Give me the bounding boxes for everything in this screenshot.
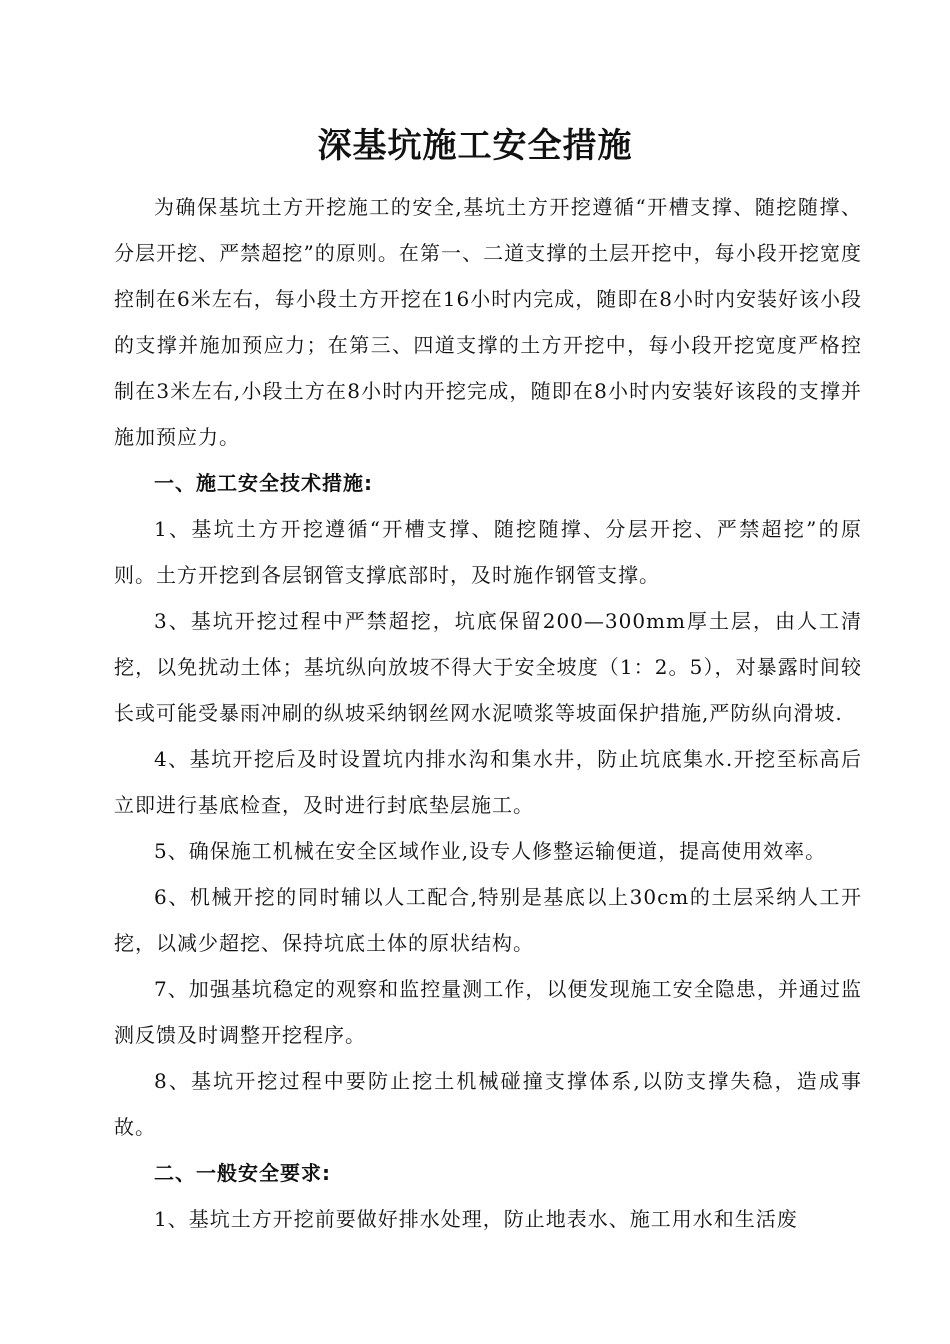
measure-item-8: 8、基坑开挖过程中要防止挖土机械碰撞支撑体系,以防支撑失稳，造成事故。 (114, 1069, 862, 1139)
measure-item-6: 6、机械开挖的同时辅以人工配合,特别是基底以上30cm的土层采纳人工开挖，以减少超挖、保持坑底土体的原状结构。 (114, 885, 862, 955)
measure-item-5: 5、确保施工机械在安全区域作业,设专人修整运输便道，提高使用效率。 (154, 839, 827, 863)
section-heading-general-requirements: 二、一般安全要求: (154, 1161, 331, 1185)
intro-paragraph: 为确保基坑土方开挖施工的安全,基坑土方开挖遵循“开槽支撑、随挖随撑、分层开挖、严禁超挖”的原则。在第一、二道支撑的土层开挖中，每小段开挖宽度控制在6米左右，每小段土方开挖在16小时内完成，随即在8小时内安装好该小段的支撑并施加预应力；在第三、四道支撑的土方开挖中，每小段开挖宽度严格控制在3米左右,小段土方在8小时内开挖完成，随即在8小时内安装好该段的支撑并施加预应力。 (114, 195, 862, 449)
requirement-item-1: 1、基坑土方开挖前要做好排水处理，防止地表水、施工用水和生活废 (154, 1207, 798, 1231)
measure-item-7: 7、加强基坑稳定的观察和监控量测工作，以便发现施工安全隐患，并通过监测反馈及时调整开挖程序。 (114, 977, 862, 1047)
measure-item-4: 4、基坑开挖后及时设置坑内排水沟和集水井，防止坑底集水.开挖至标高后立即进行基底检查，及时进行封底垫层施工。 (114, 747, 862, 817)
document-title: 深基坑施工安全措施 (317, 126, 633, 166)
section-heading-technical-measures: 一、施工安全技术措施: (154, 471, 373, 495)
document-body (114, 184, 862, 1242)
measure-item-1: 1、基坑土方开挖遵循“开槽支撑、随挖随撑、分层开挖、严禁超挖”的原则。土方开挖到各层钢管支撑底部时，及时施作钢管支撑。 (114, 517, 862, 587)
measure-item-3: 3、基坑开挖过程中严禁超挖，坑底保留200—300mm厚土层，由人工清挖，以免扰动土体；基坑纵向放坡不得大于安全坡度（1：2。5），对暴露时间较长或可能受暴雨冲刷的纵坡采纳钢丝网水泥喷浆等坡面保护措施,严防纵向滑坡. (114, 609, 862, 725)
